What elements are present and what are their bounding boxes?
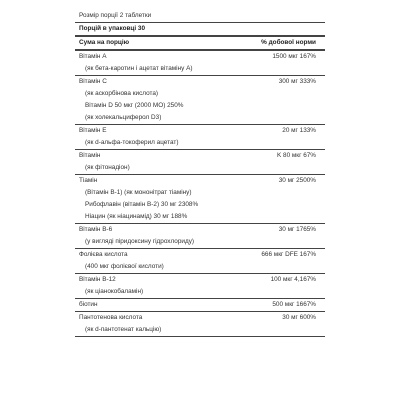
nutrient-amount: 30 мг 2500% [278,177,316,184]
nutrient-name: Тіамін [79,177,98,184]
table-row [75,249,325,261]
nutrient-amount: 1500 мкг 167% [272,53,316,60]
nutrient-amount: 500 мкг 1667% [272,301,316,308]
nutrient-amount: 666 мкг DFE 167% [261,251,316,258]
nutrient-detail: (як ціанокобаламін) [85,288,144,295]
nutrient-detail: (Вітамін B-1) (як мононітрат тіаміну) [85,189,192,196]
nutrient-group [75,51,325,76]
nutrient-name: Фолієва кислота [79,251,128,258]
nutrient-group [75,299,325,312]
table-row [75,63,325,75]
nutrient-detail: (400 мкг фолієвої кислоти) [85,263,164,270]
table-row [75,199,325,211]
table-row [75,112,325,124]
table-row [75,312,325,324]
nutrient-group [75,312,325,337]
table-row [75,76,325,88]
table-row [75,324,325,336]
table-row [75,261,325,273]
table-header [75,37,325,51]
nutrient-detail: (у вигляді піридоксину гідрохлориду) [85,238,195,245]
nutrient-list [75,51,325,337]
nutrient-detail: Рибофлавін (вітамін B-2) 30 мг 2308% [85,201,199,208]
nutrient-detail: Вітамін D 50 мкг (2000 МО) 250% [85,102,184,109]
amount-per-serving-header: Сума на порцію [79,39,130,46]
table-row [75,299,325,311]
nutrient-detail: (як d-альфа-токоферил ацетат) [85,139,179,146]
nutrient-amount: 30 мг 600% [282,314,316,321]
serving-size: Розмір порції 2 таблетки [79,12,152,19]
table-row [75,224,325,236]
table-row [75,211,325,223]
nutrient-name: Вітамін C [79,78,107,85]
table-row [75,137,325,149]
nutrient-name: Вітамін [79,152,101,159]
table-row [75,236,325,248]
nutrient-name: Вітамін E [79,127,107,134]
nutrient-name: Вітамін A [79,53,107,60]
table-row [75,51,325,63]
nutrient-group [75,76,325,125]
nutrient-detail: (як холекальциферол D3) [85,114,162,121]
nutrient-amount: 300 мг 333% [278,78,316,85]
nutrient-detail: (як аскорбінова кислота) [85,90,159,97]
nutrient-amount: 20 мг 133% [282,127,316,134]
nutrient-detail: (як d-пантотенат кальцію) [85,326,162,333]
nutrient-detail: (як бета-каротин і ацетат вітаміну A) [85,65,193,72]
nutrient-group [75,249,325,274]
nutrient-group [75,125,325,150]
table-row [75,100,325,112]
nutrient-amount: 100 мкг 4,167% [270,276,316,283]
nutrient-group [75,150,325,175]
nutrient-amount: 30 мг 1765% [278,226,316,233]
table-row [75,286,325,298]
table-row [75,88,325,100]
table-row [75,187,325,199]
nutrient-group [75,224,325,249]
servings-per-container: Порцій в упаковці 30 [75,22,325,37]
nutrient-detail: (як фітонадіон) [85,164,130,171]
nutrient-name: біотин [79,301,98,308]
table-row [75,162,325,174]
nutrient-group [75,274,325,299]
table-row [75,274,325,286]
nutrient-amount: K 80 мкг 67% [276,152,316,159]
table-row [75,175,325,187]
table-row [75,125,325,137]
supplement-facts-panel [75,10,325,337]
nutrient-group [75,175,325,224]
table-row [75,150,325,162]
daily-value-header: % добової норми [261,39,316,46]
nutrient-name: Пантотенова кислота [79,314,143,321]
nutrient-name: Вітамін B-12 [79,276,116,283]
nutrient-detail: Ніацин (як ніацинамід) 30 мг 188% [85,213,188,220]
nutrient-name: Вітамін B-6 [79,226,113,233]
